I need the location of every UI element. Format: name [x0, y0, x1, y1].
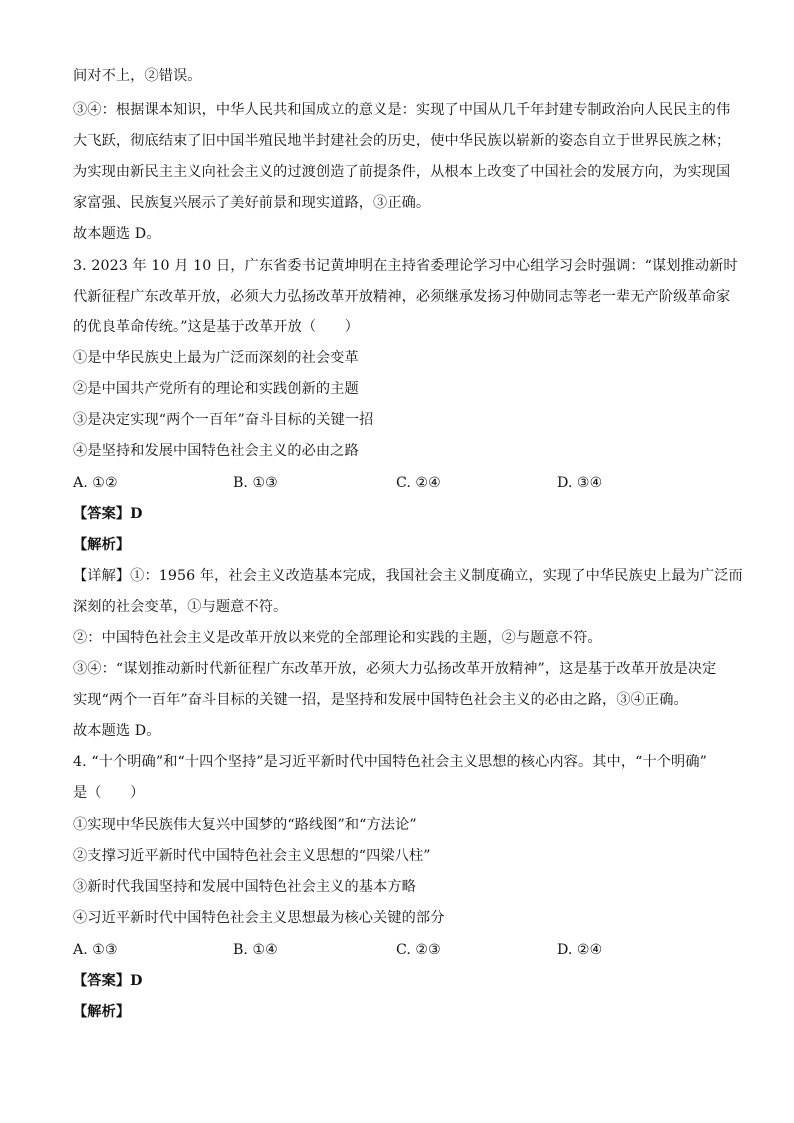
detail-line: 实现“两个一百年”奋斗目标的关键一招，是坚持和发展中国特色社会主义的必由之路，③④正确。 [73, 692, 688, 708]
question-4-item: ③新时代我国坚持和发展中国特色社会主义的基本方略 [73, 879, 416, 895]
text-line: 间对不上，②错误。 [73, 68, 202, 84]
option-c: C. ②④ [396, 475, 441, 491]
question-4-item: ①实现中华民族伟大复兴中国梦的“路线图”和“方法论” [73, 817, 417, 833]
option-b: B. ①④ [233, 942, 278, 958]
option-b: B. ①③ [233, 475, 278, 491]
detail-line: 【详解】①：1956 年，社会主义改造基本完成，我国社会主义制度确立，实现了中华民族史上最为广泛而 [73, 568, 743, 584]
answer-label: 【答案】D [73, 506, 143, 522]
question-4-stem: 4. “十个明确”和“十四个坚持”是习近平新时代中国特色社会主义思想的核心内容。其中，“十个明确” [73, 754, 707, 770]
question-3-stem: 代新征程广东改革开放，必须大力弘扬改革开放精神，必须继承发扬习仲勋同志等老一辈无产阶级革命家 [73, 289, 731, 305]
answer-label: 【答案】D [73, 973, 143, 989]
question-3-item: ③是决定实现“两个一百年”奋斗目标的关键一招 [73, 412, 374, 428]
detail-line: ②：中国特色社会主义是改革开放以来党的全部理论和实践的主题，②与题意不符。 [73, 630, 602, 646]
question-3-stem: 3. 2023 年 10 月 10 日，广东省委书记黄坤明在主持省委理论学习中心组学习会时强调：“谋划推动新时 [73, 258, 738, 274]
option-c: C. ②③ [396, 942, 441, 958]
option-d: D. ③④ [557, 475, 603, 491]
text-line: 为实现由新民主主义向社会主义的过渡创造了前提条件，从根本上改变了中国社会的发展方向，为实现国 [73, 164, 731, 180]
text-line: 大飞跃，彻底结束了旧中国半殖民地半封建社会的历史，使中华民族以崭新的姿态自立于世界民族之林； [73, 133, 731, 149]
question-4-item: ②支撑习近平新时代中国特色社会主义思想的“四梁八柱” [73, 848, 431, 864]
analysis-label: 【解析】 [73, 1004, 131, 1020]
question-3-item: ④是坚持和发展中国特色社会主义的必由之路 [73, 443, 359, 459]
option-a: A. ①② [73, 475, 118, 491]
option-d: D. ②④ [557, 942, 603, 958]
question-3-item: ②是中国共产党所有的理论和实践创新的主题 [73, 381, 359, 397]
question-4-stem: 是（ ） [73, 785, 145, 801]
detail-line: 深刻的社会变革，①与题意不符。 [73, 599, 288, 615]
question-4-item: ④习近平新时代中国特色社会主义思想最为核心关键的部分 [73, 910, 445, 926]
detail-line: 故本题选 D。 [73, 723, 161, 739]
option-a: A. ①③ [73, 942, 118, 958]
analysis-label: 【解析】 [73, 537, 131, 553]
text-line: 故本题选 D。 [73, 226, 161, 242]
question-3-stem: 的优良革命传统。”这是基于改革开放（ ） [73, 319, 360, 335]
question-3-item: ①是中华民族史上最为广泛而深刻的社会变革 [73, 350, 359, 366]
text-line: ③④：根据课本知识，中华人民共和国成立的意义是：实现了中国从几千年封建专制政治向人民民主的伟 [73, 102, 731, 118]
text-line: 家富强、民族复兴展示了美好前景和现实道路，③正确。 [73, 195, 431, 211]
detail-line: ③④：“谋划推动新时代新征程广东改革开放，必须大力弘扬改革开放精神”，这是基于改革开放是决定 [73, 661, 717, 677]
